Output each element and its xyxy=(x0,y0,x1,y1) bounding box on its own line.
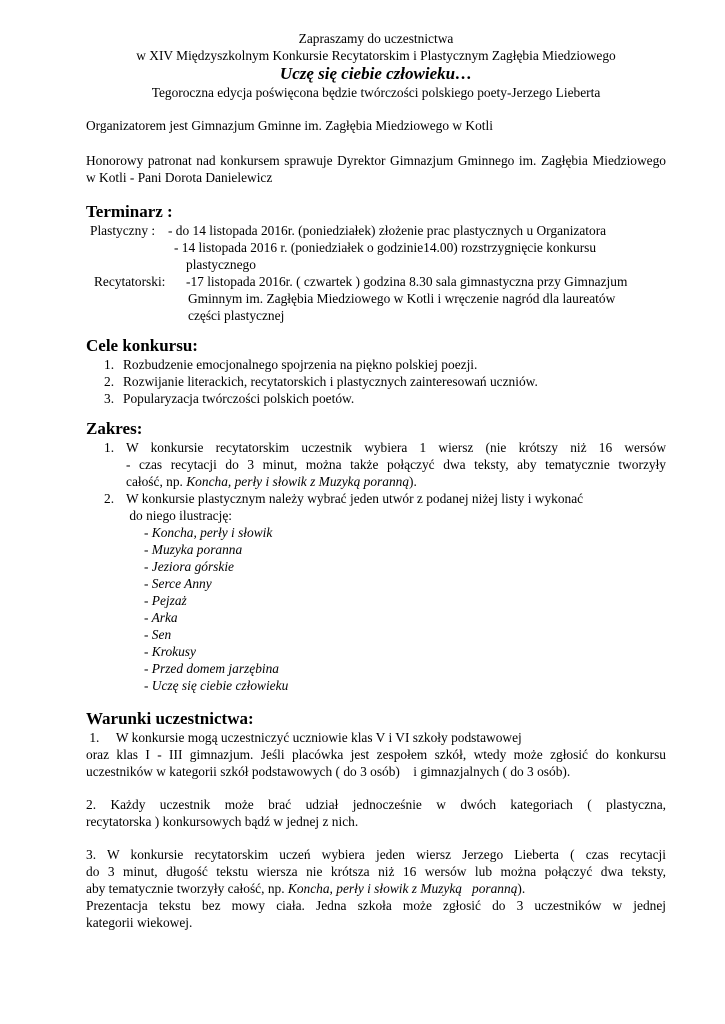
recytatorski-date-2: Gminnym im. Zagłębia Miedziowego w Kotli i wręczenie nagród dla laureatów xyxy=(188,291,616,306)
plastyczny-date-2b: plastycznego xyxy=(186,257,256,272)
terminarz-recytatorski-row xyxy=(86,273,666,290)
terminarz-block xyxy=(86,222,666,324)
zakres-list xyxy=(86,439,666,694)
list-item: - Krokusy xyxy=(144,644,196,659)
organizer-paragraph: Organizatorem jest Gimnazjum Gminne im. Zagłębia Miedziowego w Kotli xyxy=(86,118,493,133)
list-item: 1. Rozbudzenie emocjonalnego spojrzenia na piękno polskiej poezji. xyxy=(104,357,478,372)
header-competition: w XIV Międzyszkolnym Konkursie Recytatorskim i Plastycznym Zagłębia Miedziowego xyxy=(136,48,616,63)
recytatorski-label: Recytatorski: xyxy=(94,274,166,289)
header-invite: Zapraszamy do uczestnictwa xyxy=(298,31,454,46)
list-item: - Arka xyxy=(144,610,178,625)
works-list xyxy=(104,524,666,694)
recytatorski-date-1: -17 listopada 2016r. ( czwartek ) godzina 8.30 sala gimnastyczna przy Gimnazjum xyxy=(186,274,628,289)
list-item: 2. Rozwijanie literackich, recytatorskich i plastycznych zainteresowań uczniów. xyxy=(104,374,538,389)
cele-list xyxy=(86,356,666,407)
zakres-heading: Zakres: xyxy=(86,419,143,438)
list-item: 3. Popularyzacja twórczości polskich poetów. xyxy=(104,391,355,406)
plastyczny-date-1: - do 14 listopada 2016r. (poniedziałek) złożenie prac plastycznych u Organizatora xyxy=(168,223,607,238)
plastyczny-date-2: - 14 listopada 2016 r. (poniedziałek o godzinie14.00) rozstrzygnięcie konkursu xyxy=(174,240,597,255)
terminarz-heading: Terminarz : xyxy=(86,202,173,221)
list-item: - Pejzaż xyxy=(144,593,187,608)
cele-heading: Cele konkursu: xyxy=(86,336,198,355)
header xyxy=(86,30,666,101)
header-edition: Tegoroczna edycja poświęcona będzie twórczości polskiego poety-Jerzego Lieberta xyxy=(151,85,601,100)
zakres-item-2: 2. W konkursie plastycznym należy wybrać jeden utwór z podanej niżej listy i wykonać do niego ilustrację: xyxy=(104,491,584,523)
list-item: - Sen xyxy=(144,627,172,642)
terminarz-plastyczny-row xyxy=(86,222,666,239)
warunki-heading: Warunki uczestnictwa: xyxy=(86,709,254,728)
zakres-item-1: 1. W konkursie recytatorskim uczestnik wybiera 1 wiersz (nie krótszy niż 16 wersów - czas recytacji do 3 minut, można także połączyć dwa teksty, aby tematycznie tworzyły całość, np. Koncha, perły i słowik z Muzyką poranną). xyxy=(104,440,666,489)
warunki-paragraph-2: 2. Każdy uczestnik może brać udział jednocześnie w dwóch kategoriach ( plastyczna, recytatorska ) konkursowych bądź w jednej z nich. xyxy=(86,797,666,829)
list-item: - Serce Anny xyxy=(144,576,212,591)
list-item: - Muzyka poranna xyxy=(144,542,243,557)
document-page xyxy=(86,30,666,931)
list-item: - Jeziora górskie xyxy=(144,559,234,574)
list-item: - Przed domem jarzębina xyxy=(144,661,280,676)
plastyczny-label: Plastyczny : xyxy=(90,223,156,238)
warunki-paragraph-3: 3. W konkursie recytatorskim uczeń wybiera jeden wiersz Jerzego Lieberta ( czas recytacji do 3 minut, długość tekstu wiersza nie krótsza niż 16 wersów lub można połączyć dwa teksty, aby tematycznie tworzyły całość, np. Koncha, perły i słowik z Muzyką poranną). Prezentacja tekstu bez mowy ciała. Jedna szkoła może zgłosić do 3 uczestników w jednej kategorii wiekowej. xyxy=(86,847,666,930)
warunki-paragraph-1: 1. W konkursie mogą uczestniczyć uczniowie klas V i VI szkoły podstawowej oraz klas I - III gimnazjum. Jeśli placówka jest zespołem szkół, wtedy może zgłosić do konkursu uczestników w kategorii szkół podstawowych ( do 3 osób) i gimnazjalnych ( do 3 osób). xyxy=(86,730,666,779)
document-title: Uczę się ciebie człowieku… xyxy=(279,64,473,83)
list-item: - Uczę się ciebie człowieku xyxy=(144,678,289,693)
patronage-paragraph: Honorowy patronat nad konkursem sprawuje Dyrektor Gimnazjum Gminnego im. Zagłębia Miedziowego w Kotli - Pani Dorota Danielewicz xyxy=(86,153,666,185)
recytatorski-date-3: części plastycznej xyxy=(188,308,285,323)
list-item: - Koncha, perły i słowik xyxy=(144,525,273,540)
